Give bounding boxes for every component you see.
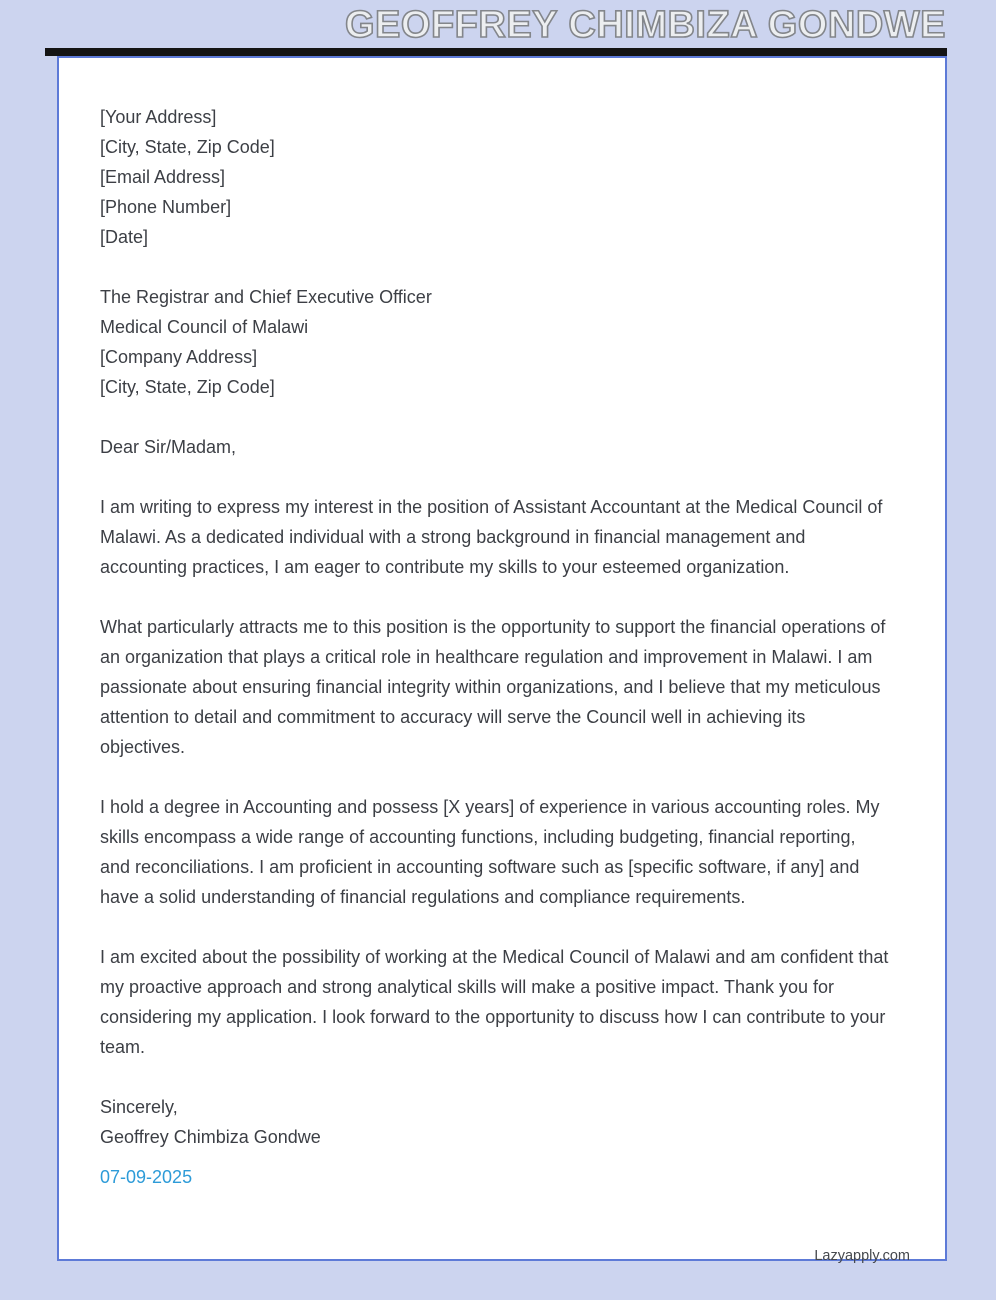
sender-address-line: [Your Address] <box>100 107 217 127</box>
sender-address-line: [Phone Number] <box>100 197 232 217</box>
sender-address-block <box>100 102 889 252</box>
recipient-title-line: The Registrar and Chief Executive Officer <box>100 287 432 307</box>
recipient-address-block <box>100 282 889 402</box>
lazyapply-watermark: Lazyapply.com <box>814 1248 910 1264</box>
salutation: Dear Sir/Madam, <box>100 437 237 457</box>
sender-address-line: [Email Address] <box>100 167 226 187</box>
closing-block <box>100 1092 889 1152</box>
signature-name: Geoffrey Chimbiza Gondwe <box>100 1127 321 1147</box>
recipient-org-line: Medical Council of Malawi <box>100 317 309 337</box>
recipient-address-line: [City, State, Zip Code] <box>100 377 275 397</box>
body-paragraph-4: I am excited about the possibility of working at the Medical Council of Malawi and am confident that my proactive approach and strong analytical skills will make a positive impact. Thank you for considering my application. I look forward to the opportunity to discuss how I can contribute to your team. <box>100 947 889 1057</box>
closing-line: Sincerely, <box>100 1097 178 1117</box>
sender-address-line: [City, State, Zip Code] <box>100 137 275 157</box>
letter-header <box>0 0 996 48</box>
sender-address-line: [Date] <box>100 227 149 247</box>
body-paragraph-1: I am writing to express my interest in the position of Assistant Accountant at the Medical Council of Malawi. As a dedicated individual with a strong background in financial management and accounting practices, I am eager to contribute my skills to your esteemed organization. <box>100 497 883 577</box>
letter-page <box>57 56 947 1261</box>
recipient-address-line: [Company Address] <box>100 347 258 367</box>
body-paragraph-3: I hold a degree in Accounting and possess [X years] of experience in various accounting roles. My skills encompass a wide range of accounting functions, including budgeting, financial reporting, and reconciliations. I am proficient in accounting software such as [specific software, if any] and have a solid understanding of financial regulations and compliance requirements. <box>100 797 880 907</box>
body-paragraph-2: What particularly attracts me to this position is the opportunity to support the financial operations of an organization that plays a critical role in healthcare regulation and improvement in Malawi. I am passionate about ensuring financial integrity within organizations, and I believe that my meticulous attention to detail and commitment to accuracy will serve the Council well in achieving its objectives. <box>100 617 886 757</box>
letter-date: 07-09-2025 <box>100 1167 193 1187</box>
candidate-name-title: GEOFFREY CHIMBIZA GONDWE <box>345 4 946 46</box>
